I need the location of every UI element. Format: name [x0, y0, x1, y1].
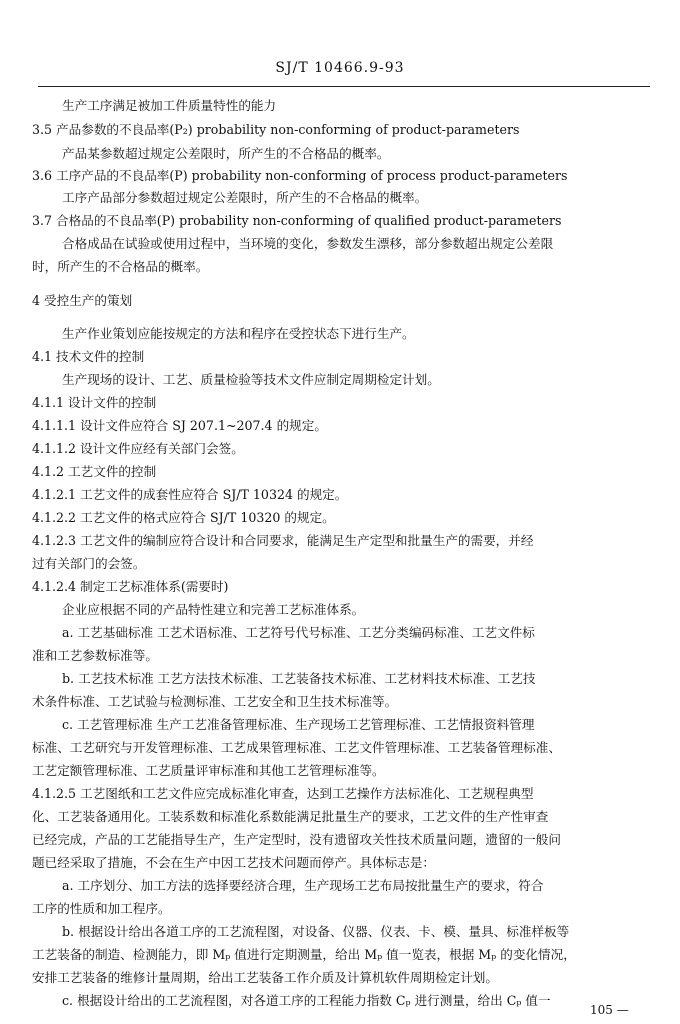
text-line: 4.1.2.5 工艺图纸和工艺文件应完成标准化审查，达到工艺操作方法标准化、工艺规程典型	[32, 786, 534, 801]
text-line: 企业应根据不同的产品特性建立和完善工艺标准体系。	[62, 602, 365, 617]
text-line: 4.1.2.2 工艺文件的格式应符合 SJ/T 10320 的规定。	[32, 510, 335, 525]
section-heading: 4 受控生产的策划	[32, 293, 133, 308]
page-header: SJ/T 10466.9-93	[275, 60, 405, 76]
text-line: 4.1.1.1 设计文件应符合 SJ 207.1~207.4 的规定。	[32, 418, 327, 433]
section-heading: 3.7 合格品的不良品率(P) probability non-conforming of qualified product-parameters	[32, 213, 562, 228]
text-line: 生产作业策划应能按规定的方法和程序在受控状态下进行生产。	[62, 326, 415, 341]
text-line: 合格成品在试验或使用过程中，当环境的变化，参数发生漂移，部分参数超出规定公差限	[62, 236, 554, 251]
list-item: c. 工艺管理标准 生产工艺准备管理标准、生产现场工艺管理标准、工艺情报资料管理	[62, 717, 535, 732]
text-line: 4.1.2.3 工艺文件的编制应符合设计和合同要求，能满足生产定型和批量生产的需要，并经	[32, 533, 534, 548]
text-line: 产品某参数超过规定公差限时，所产生的不合格品的概率。	[62, 146, 390, 161]
text-line: 工序产品部分参数超过规定公差限时，所产生的不合格品的概率。	[62, 190, 428, 205]
text-line: 题已经采取了措施，不会在生产中因工艺技术问题而停产。具体标志是：	[32, 855, 435, 870]
section-heading: 3.6 工序产品的不良品率(P) probability non-conforming of process product-parameters	[32, 168, 568, 183]
section-heading: 3.5 产品参数的不良品率(P₂) probability non-conforming of product-parameters	[32, 122, 520, 137]
section-heading: 4.1.2.4 制定工艺标准体系(需要时)	[32, 579, 229, 594]
text-line: 时，所产生的不合格品的概率。	[32, 259, 209, 274]
text-line: 4.1.2.1 工艺文件的成套性应符合 SJ/T 10324 的规定。	[32, 487, 348, 502]
section-heading: 4.1.1 设计文件的控制	[32, 395, 157, 410]
text-line: 术条件标准、工艺试验与检测标准、工艺安全和卫生技术标准等。	[32, 694, 398, 709]
text-line: 安排工艺装备的维修计量周期，给出工艺装备工作介质及计算机软件周期检定计划。	[32, 970, 498, 985]
section-heading: 4.1 技术文件的控制	[32, 349, 145, 364]
text-line: 准和工艺参数标准等。	[32, 648, 158, 663]
text-line: 工艺装备的制造、检测能力，即 Mₚ 值进行定期测量，给出 Mₚ 值一览表，根据 Mₚ 的变化情况，	[32, 947, 576, 962]
text-line: 标准、工艺研究与开发管理标准、工艺成果管理标准、工艺文件管理标准、工艺装备管理标准、	[32, 740, 561, 755]
text-line: 已经完成，产品的工艺能指导生产，生产定型时，没有遗留攻关性技术质量问题，遗留的一般问	[32, 832, 561, 847]
list-item: a. 工艺基础标准 工艺术语标准、工艺符号代号标准、工艺分类编码标准、工艺文件标	[62, 625, 535, 640]
section-heading: 4.1.2 工艺文件的控制	[32, 464, 157, 479]
list-item: b. 工艺技术标准 工艺方法技术标准、工艺装备技术标准、工艺材料技术标准、工艺技	[62, 671, 536, 686]
text-line: 生产现场的设计、工艺、质量检验等技术文件应制定周期检定计划。	[62, 372, 440, 387]
page-number: 105 —	[590, 1003, 629, 1017]
text-line: 生产工序满足被加工件质量特性的能力	[62, 98, 277, 113]
text-line: 工艺定额管理标准、工艺质量评审标准和其他工艺管理标准等。	[32, 763, 385, 778]
text-line: 4.1.1.2 设计文件应经有关部门会签。	[32, 441, 244, 456]
text-line: 过有关部门的会签。	[32, 556, 146, 571]
list-item: a. 工序划分、加工方法的选择要经济合理，生产现场工艺布局按批量生产的要求，符合	[62, 878, 544, 893]
text-line: 化、工艺装备通用化。工装系数和标准化系数能满足批量生产的要求，工艺文件的生产性审查	[32, 809, 549, 824]
list-item: c. 根据设计给出的工艺流程图，对各道工序的工程能力指数 Cₚ 进行测量，给出 Cₚ 值一	[62, 993, 551, 1008]
list-item: b. 根据设计给出各道工序的工艺流程图，对设备、仪器、仪表、卡、模、量具、标准样板等	[62, 924, 570, 939]
text-line: 工序的性质和加工程序。	[32, 901, 171, 916]
header-rule	[38, 86, 650, 87]
